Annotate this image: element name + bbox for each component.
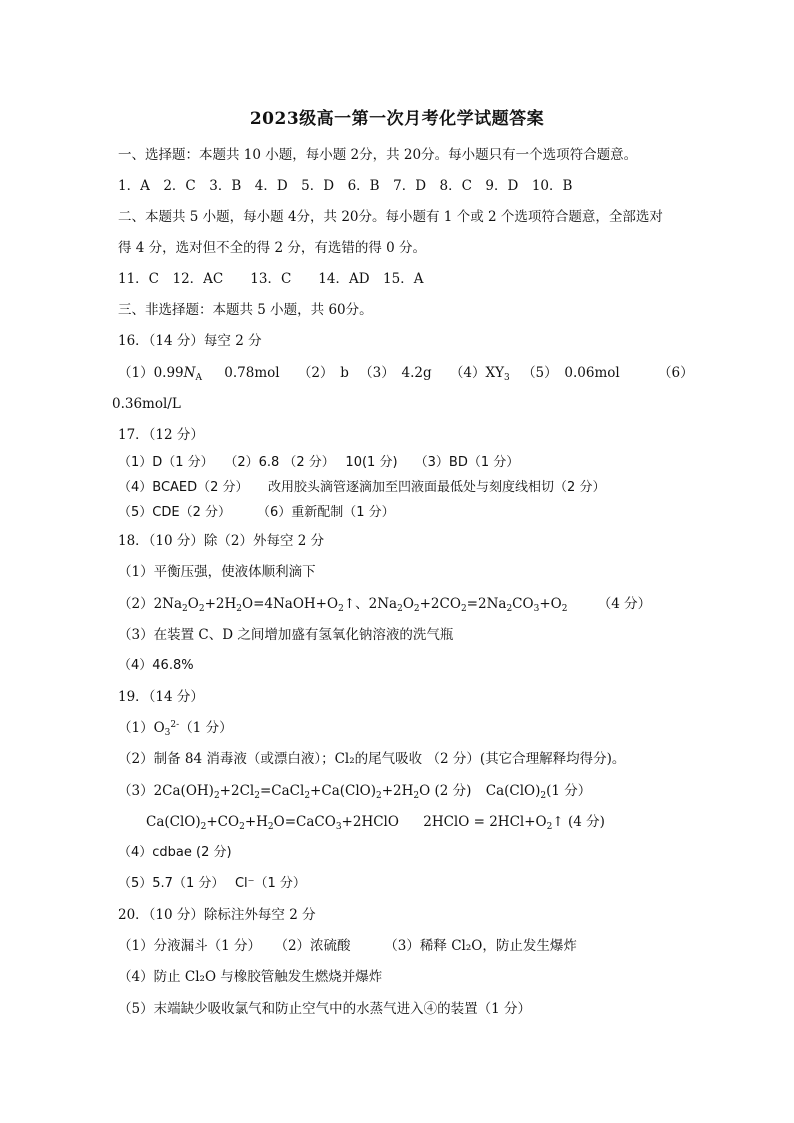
q17-line1: （1）D（1 分） （2）6.8 （2 分） 10(1 分) （3）BD（1 分）: [118, 455, 520, 470]
q16-answers-line: [118, 364, 694, 382]
q16-a5: （5） 0.06mol: [522, 365, 620, 381]
q19-line3-score: (2 分): [434, 783, 472, 799]
q20-line2: （4）防止 Cl₂O 与橡胶管触发生燃烧并爆炸: [118, 969, 383, 985]
q19-line1-sub: 3: [164, 728, 171, 738]
q20-line1: （1）分液漏斗（1 分） （2）浓硫酸 （3）稀释 Cl₂O，防止发生爆炸: [118, 938, 577, 954]
q19-line3-tail: (1 分）: [546, 783, 592, 799]
q20-line3: （5）末端缺少吸收氯气和防止空气中的水蒸气进入④的装置（1 分）: [118, 1001, 531, 1017]
q18-equation: $2Na_2O_2+2H_2O=4NaOH+O_2↑$、$2Na_2O_2+2CO_2=2Na_2CO_3+O_2$: [153, 596, 568, 614]
q19-formula: $Ca(ClO)_2$: [485, 783, 547, 801]
q19-equation-3: 2HClO = $2HCl+O_2↑$: [423, 814, 564, 832]
section1-intro: 一、选择题：本题共 10 小题，每小题 2分，共 20分。每小题只有一个选项符合题意。: [118, 147, 638, 163]
q16-a4-sub: 3: [504, 373, 510, 383]
q18-line3: （3）在装置 C、D 之间增加盛有氢氧化钠溶液的洗气瓶: [118, 627, 454, 643]
q16-a1-avogadro: N: [183, 365, 196, 381]
q19-line5: （4）cdbae (2 分): [118, 845, 232, 860]
q19-line6: （5）5.7（1 分） Cl⁻（1 分）: [118, 876, 306, 891]
page-title: 2023级高一第一次月考化学试题答案: [249, 109, 545, 129]
q16-a4: （4）XY: [449, 365, 505, 381]
q16-a2: （2） b: [297, 365, 349, 381]
q20-heading: 20．（10 分）除标注外每空 2 分: [118, 907, 316, 923]
q16-a6-value: 0.36mol/L: [112, 396, 181, 412]
q18-line2-prefix: （2）: [118, 596, 154, 612]
q17-heading: 17．（12 分）: [118, 427, 204, 443]
q19-heading: 19．（14 分）: [118, 689, 204, 705]
section2-answers: 11．C 12．AC 13．C 14．AD 15．A: [118, 271, 424, 287]
q18-line2-score: （4 分）: [597, 596, 652, 612]
q19-line1-score: （1 分）: [179, 720, 233, 736]
q18-line2: [118, 595, 651, 613]
section1-answers: 1．A 2．C 3．B 4．D 5．D 6．B 7．D 8．C 9．D 10．B: [118, 178, 573, 194]
q16-heading: 16．（14 分）每空 2 分: [118, 333, 262, 349]
section2-intro-line1: 二、本题共 5 小题，每小题 4分，共 20分。每小题有 1 个或 2 个选项符合题意，全部选对: [118, 209, 663, 225]
q19-line4: [146, 813, 605, 831]
q19-line3-prefix: （3）: [118, 783, 154, 799]
q18-heading: 18．（10 分）除（2）外每空 2 分: [118, 533, 325, 549]
q19-line1-sup: 2-: [170, 720, 180, 730]
q16-a1-avogadro-sub: A: [195, 373, 202, 383]
q19-line2: （2）制备 84 消毒液（或漂白液）；Cl₂的尾气吸收 （2 分）(其它合理解释均得分)。: [118, 751, 626, 767]
q19-line4-score: (4 分): [567, 814, 605, 830]
q19-line3: [118, 782, 591, 800]
q16-a1-moles: 0.78mol: [224, 365, 280, 381]
q17-line2: （4）BCAED（2 分） 改用胶头滴管逐滴加至凹液面最低处与刻度线相切（2 分）: [118, 480, 606, 495]
q18-line4: （4）46.8%: [118, 658, 194, 673]
q19-line1: [118, 719, 233, 737]
q19-line1-prefix: （1）O: [118, 720, 165, 736]
q17-line3: （5）CDE（2 分） （6）重新配制（1 分）: [118, 505, 395, 520]
q19-equation-1: $2Ca(OH)_2+2Cl_2=CaCl_2+Ca(ClO)_2+2H_2O$: [153, 783, 431, 801]
section3-intro: 三、非选择题：本题共 5 小题，共 60分。: [118, 302, 373, 318]
q16-a6-label: （6）: [658, 365, 694, 381]
q19-equation-2: $Ca(ClO)_2+CO_2+H_2O=CaCO_3+2HClO$: [146, 814, 399, 832]
section2-intro-line2: 得 4 分，选对但不全的得 2 分，有选错的得 0 分。: [118, 240, 427, 256]
q16-a3: （3） 4.2g: [359, 365, 432, 381]
q16-a1: （1）0.99: [118, 365, 184, 381]
q18-line1: （1）平衡压强，使液体顺利滴下: [118, 564, 316, 580]
